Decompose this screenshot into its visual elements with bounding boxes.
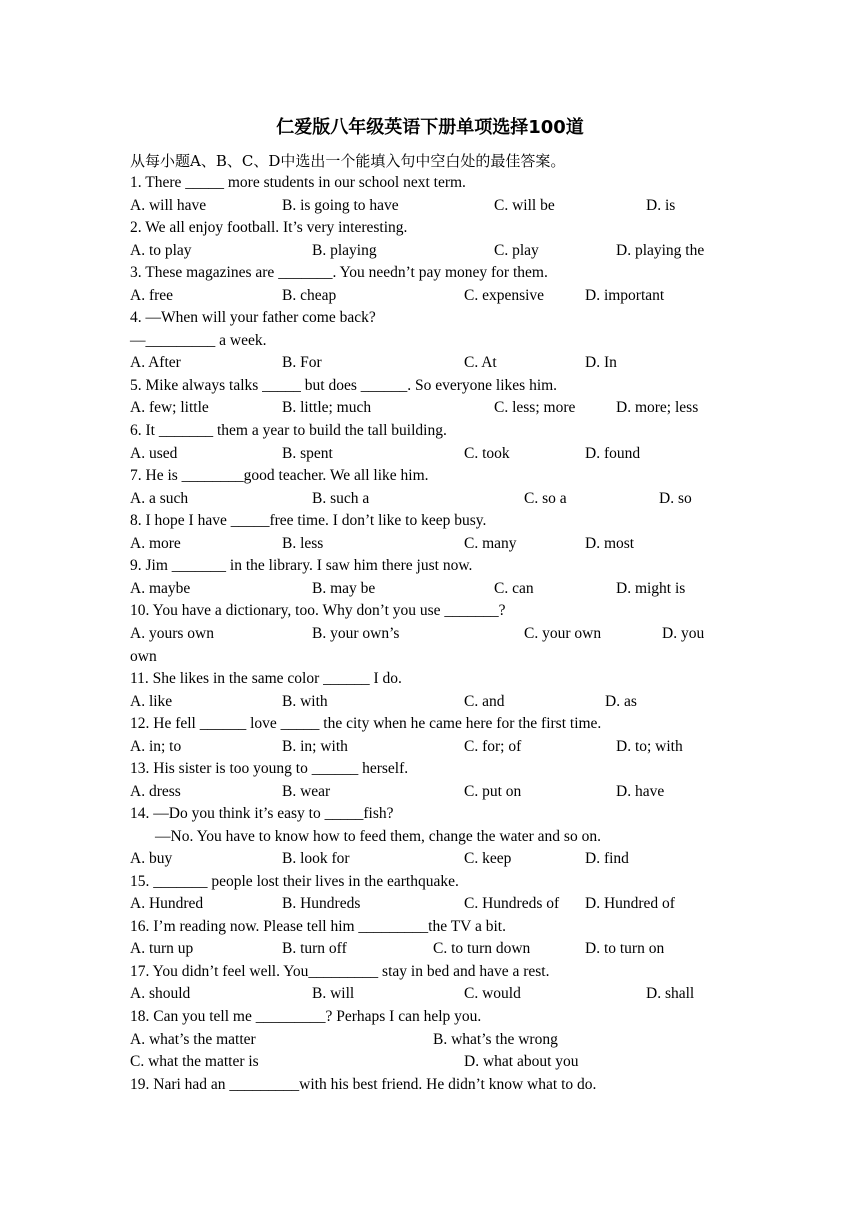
option-d: D. In [585,354,617,371]
option-d: D. shall [646,985,695,1002]
option-d: D. have [616,783,665,800]
option-b: B. wear [282,783,331,800]
option-a: A. used [130,445,178,462]
question-stem: 12. He fell ______ love _____ the city when he came here for the first time. [130,715,602,732]
question-stem: 1. There _____ more students in our school next term. [130,174,466,191]
option-a: A. Hundred [130,895,204,912]
option-d: D. is [646,197,676,214]
option-b: B. turn off [282,940,347,957]
option-d: D. to turn on [585,940,665,957]
question-stem: 13. His sister is too young to ______ herself. [130,760,409,777]
option-a: A. yours own [130,625,214,642]
option-c: C. what the matter is [130,1053,259,1070]
option-b: B. Hundreds [282,895,361,912]
option-c: C. play [494,242,539,259]
option-d: D. might is [616,580,686,597]
option-b: B. little; much [282,399,372,416]
option-c: C. keep [464,850,512,867]
option-b: B. cheap [282,287,337,304]
option-a: A. free [130,287,174,304]
question-stem: 2. We all enjoy football. It’s very interesting. [130,219,408,236]
option-b: B. will [312,985,355,1002]
option-c: C. so a [524,490,567,507]
option-c: C. expensive [464,287,545,304]
option-c: C. Hundreds of [464,895,560,912]
question-stem: 7. He is ________good teacher. We all like him. [130,467,429,484]
option-d: D. Hundred of [585,895,675,912]
question-stem-continued: —No. You have to know how to feed them, change the water and so on. [155,828,601,845]
option-d: D. playing the [616,242,705,259]
option-b: B. playing [312,242,377,259]
option-c: C. for; of [464,738,522,755]
option-a: A. dress [130,783,181,800]
option-b: B. spent [282,445,333,462]
option-d: D. most [585,535,635,552]
question-stem: 4. —When will your father come back? [130,309,376,326]
option-b: B. look for [282,850,350,867]
option-a: A. more [130,535,181,552]
option-c: C. would [464,985,521,1002]
option-d: D. found [585,445,641,462]
question-stem: 9. Jim _______ in the library. I saw him there just now. [130,557,473,574]
option-a: A. a such [130,490,189,507]
option-d: D. to; with [616,738,683,755]
option-c: C. took [464,445,510,462]
question-stem: 16. I’m reading now. Please tell him _________the TV a bit. [130,918,506,935]
option-d: D. so [659,490,692,507]
option-b: B. your own’s [312,625,400,642]
option-a: A. in; to [130,738,182,755]
option-b: B. with [282,693,328,710]
option-a: A. what’s the matter [130,1031,256,1048]
option-c: C. put on [464,783,522,800]
option-d: D. what about you [464,1053,579,1070]
option-b: B. may be [312,580,376,597]
question-stem: 14. —Do you think it’s easy to _____fish? [130,805,394,822]
question-stem: 6. It _______ them a year to build the tall building. [130,422,447,439]
option-a: A. will have [130,197,207,214]
question-stem: 11. She likes in the same color ______ I do. [130,670,402,687]
option-c: C. will be [494,197,555,214]
option-d-wrap: own [130,648,157,665]
option-d: D. important [585,287,665,304]
question-stem: 10. You have a dictionary, too. Why don’t you use _______? [130,602,506,619]
option-d: D. more; less [616,399,699,416]
option-c: C. your own [524,625,602,642]
option-c: C. and [464,693,505,710]
question-stem: 18. Can you tell me _________? Perhaps I can help you. [130,1008,482,1025]
question-stem: 19. Nari had an _________with his best friend. He didn’t know what to do. [130,1076,597,1093]
instructions: 从每小题A、B、C、D中选出一个能填入句中空白处的最佳答案。 [130,152,566,170]
option-c: C. less; more [494,399,576,416]
question-stem-continued: —_________ a week. [130,332,267,349]
option-c: C. many [464,535,517,552]
option-b: B. is going to have [282,197,399,214]
option-a: A. After [130,354,181,371]
option-a: A. should [130,985,191,1002]
option-b: B. such a [312,490,370,507]
option-d: D. as [605,693,637,710]
option-a: A. few; little [130,399,209,416]
option-b: B. For [282,354,322,371]
question-stem: 3. These magazines are _______. You needn’t pay money for them. [130,264,548,281]
option-c: C. to turn down [433,940,531,957]
option-a: A. to play [130,242,192,259]
document-title: 仁爱版八年级英语下册单项选择100道 [276,117,584,138]
option-a: A. maybe [130,580,191,597]
option-b: B. less [282,535,324,552]
option-d: D. find [585,850,629,867]
option-b: B. in; with [282,738,348,755]
option-b: B. what’s the wrong [433,1031,558,1048]
option-c: C. At [464,354,497,371]
option-a: A. buy [130,850,173,867]
question-stem: 5. Mike always talks _____ but does ______. So everyone likes him. [130,377,558,394]
question-stem: 15. _______ people lost their lives in the earthquake. [130,873,459,890]
option-c: C. can [494,580,534,597]
option-d: D. you [662,625,705,642]
option-a: A. like [130,693,173,710]
option-a: A. turn up [130,940,194,957]
question-stem: 17. You didn’t feel well. You_________ stay in bed and have a rest. [130,963,550,980]
question-stem: 8. I hope I have _____free time. I don’t like to keep busy. [130,512,487,529]
